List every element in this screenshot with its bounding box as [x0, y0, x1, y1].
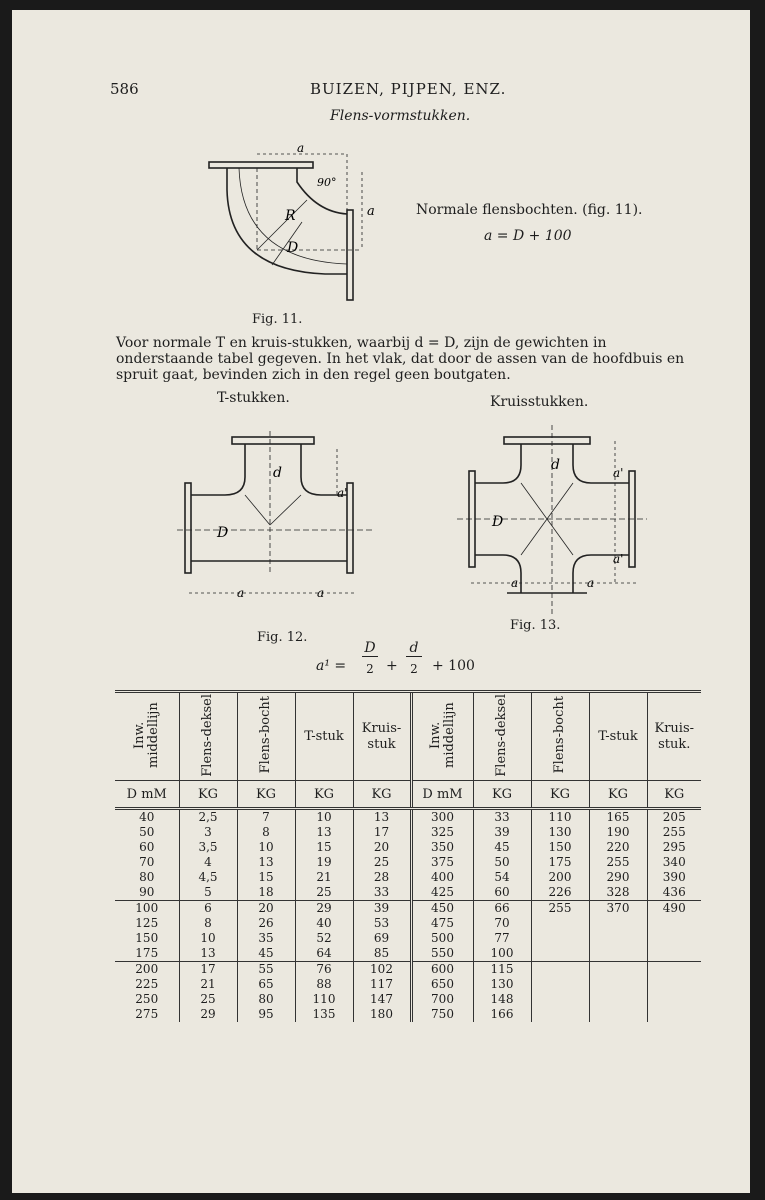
- fig11-label-a: a: [297, 141, 305, 155]
- unit-cell: KG: [179, 781, 237, 809]
- formula-numerator-d: d: [406, 640, 422, 657]
- fig12-caption: Fig. 12.: [257, 630, 308, 645]
- formula-numerator-D: D: [362, 640, 378, 657]
- table-value: 95: [258, 1007, 274, 1021]
- fig12-label-a-right: a: [317, 586, 325, 600]
- table-value: 4,5: [198, 870, 218, 884]
- col-header: Flens-bocht: [237, 692, 295, 781]
- table-value: 15: [316, 840, 332, 854]
- table-value: 166: [490, 1007, 514, 1021]
- table-cell: [473, 962, 531, 1023]
- table-value: 328: [606, 885, 630, 899]
- fig11-note-formula: a = D + 100: [484, 228, 572, 244]
- table-value: 325: [431, 825, 454, 839]
- table-value: 225: [135, 977, 159, 991]
- table-value: 150: [548, 840, 572, 854]
- table-value: 125: [135, 916, 159, 930]
- table-cell: [353, 962, 411, 1023]
- fig11-flange-bend-drawing: [197, 140, 387, 310]
- fig12-label-d: d: [273, 465, 282, 481]
- table-value: 436: [662, 885, 686, 899]
- fig12-title: T-stukken.: [217, 390, 290, 406]
- fig12-label-a1: a': [337, 486, 348, 500]
- table-value: 375: [431, 855, 454, 869]
- table-value: 490: [662, 901, 686, 915]
- table-value: 102: [370, 962, 393, 976]
- table-value: 110: [548, 810, 572, 824]
- col-header: Kruis-stuk.: [647, 692, 701, 781]
- table-value: 275: [135, 1007, 159, 1021]
- fig13-caption: Fig. 13.: [510, 618, 561, 633]
- table-value: 300: [431, 810, 454, 824]
- table-value: 10: [316, 810, 332, 824]
- table-value: 20: [373, 840, 390, 854]
- table-value: 21: [200, 977, 216, 991]
- formula-denominator-1: 2: [366, 662, 374, 676]
- col-header: Flens-bocht: [531, 692, 589, 781]
- table-value: 28: [373, 870, 390, 884]
- table-value: 255: [606, 855, 630, 869]
- table-value: 60: [139, 840, 155, 854]
- table-value: 130: [490, 977, 514, 991]
- table-cell: [179, 962, 237, 1023]
- table-value: 55: [258, 962, 274, 976]
- table-value: 25: [200, 992, 216, 1006]
- table-value: 220: [606, 840, 630, 854]
- table-value: 500: [431, 931, 454, 945]
- unit-cell: D mM: [115, 781, 179, 809]
- table-cell: [647, 901, 701, 962]
- table-cell: [295, 962, 353, 1023]
- table-value: 600: [431, 962, 454, 976]
- table-value: 65: [258, 977, 274, 991]
- table-cell: [353, 809, 411, 901]
- unit-cell: KG: [473, 781, 531, 809]
- table-value: 750: [431, 1007, 454, 1021]
- weights-table: [115, 690, 701, 1022]
- table-value: 175: [548, 855, 572, 869]
- table-cell: [353, 901, 411, 962]
- table-value: 110: [312, 992, 336, 1006]
- table-value: 77: [494, 931, 510, 945]
- table-value: 33: [494, 810, 510, 824]
- table-value: 60: [494, 885, 510, 899]
- table-value: 45: [258, 946, 274, 960]
- table-value: 117: [370, 977, 393, 991]
- table-value: 350: [431, 840, 454, 854]
- table-value: 76: [316, 962, 332, 976]
- table-cell: [473, 901, 531, 962]
- table-value: 150: [135, 931, 159, 945]
- table-cell: [115, 962, 179, 1023]
- table-cell: [647, 962, 701, 1023]
- table-value: 8: [204, 916, 212, 930]
- col-header: Inw. middellijn: [115, 692, 179, 781]
- table-value: 69: [373, 931, 390, 945]
- table-cell: [237, 962, 295, 1023]
- table-value: 15: [258, 870, 274, 884]
- table-cell: [115, 901, 179, 962]
- col-header: T-stuk: [589, 692, 647, 781]
- table-value: 400: [431, 870, 454, 884]
- table-value: 2,5: [198, 810, 218, 824]
- fig11-label-R: R: [285, 208, 296, 224]
- table-cell: [589, 962, 647, 1023]
- table-value: 148: [490, 992, 514, 1006]
- table-value: 340: [662, 855, 686, 869]
- table-value: 21: [316, 870, 332, 884]
- table-value: 255: [548, 901, 572, 915]
- table-value: 200: [135, 962, 159, 976]
- table-value: 45: [494, 840, 510, 854]
- fig13-title: Kruisstukken.: [490, 394, 589, 410]
- table-value: 255: [662, 825, 686, 839]
- table-cell: [115, 809, 179, 901]
- unit-cell: KG: [237, 781, 295, 809]
- table-cell: [295, 809, 353, 901]
- fig11-caption: Fig. 11.: [252, 312, 303, 327]
- book-page: [12, 10, 750, 1193]
- table-value: 33: [373, 885, 390, 899]
- fig13-label-a-right: a: [587, 576, 595, 590]
- col-header: Inw. middellijn: [411, 692, 473, 781]
- table-value: 17: [200, 962, 216, 976]
- table-value: 370: [606, 901, 630, 915]
- table-value: 13: [200, 946, 216, 960]
- table-value: 425: [431, 885, 454, 899]
- table-value: 3: [204, 825, 212, 839]
- table-value: 8: [262, 825, 270, 839]
- table-value: 475: [431, 916, 454, 930]
- fig13-label-a1-bottom: a': [613, 552, 624, 566]
- table-value: 80: [258, 992, 274, 1006]
- table-value: 147: [370, 992, 393, 1006]
- fig12-t-piece-drawing: [177, 425, 377, 605]
- table-value: 13: [373, 810, 390, 824]
- table-value: 450: [431, 901, 454, 915]
- unit-cell: KG: [589, 781, 647, 809]
- table-value: 25: [373, 855, 390, 869]
- table-value: 10: [258, 840, 274, 854]
- table-value: 25: [316, 885, 332, 899]
- table-value: 13: [316, 825, 332, 839]
- table-cell: [179, 809, 237, 901]
- table-cell: [531, 962, 589, 1023]
- table-value: 50: [494, 855, 510, 869]
- table-value: 88: [316, 977, 332, 991]
- table-cell: [589, 901, 647, 962]
- table-value: 135: [312, 1007, 336, 1021]
- page-title: BUIZEN, PIJPEN, ENZ.: [310, 80, 507, 98]
- table-section-3: [115, 962, 701, 1023]
- table-value: 19: [316, 855, 332, 869]
- fig12-label-D: D: [217, 525, 229, 541]
- table-value: 190: [606, 825, 630, 839]
- table-value: 17: [373, 825, 390, 839]
- fig13-label-a-left: a: [511, 576, 519, 590]
- formula-lhs: a¹ =: [316, 658, 347, 674]
- table-value: 29: [316, 901, 332, 915]
- unit-cell: D mM: [411, 781, 473, 809]
- table-value: 5: [204, 885, 212, 899]
- table-section-2: [115, 901, 701, 962]
- page-number: 586: [110, 80, 139, 98]
- table-value: 180: [370, 1007, 393, 1021]
- section-subtitle: Flens-vormstukken.: [330, 108, 471, 124]
- fig12-label-a-left: a: [237, 586, 245, 600]
- table-value: 90: [139, 885, 155, 899]
- table-value: 50: [139, 825, 155, 839]
- unit-cell: KG: [647, 781, 701, 809]
- table-cell: [179, 901, 237, 962]
- col-header: Flens-deksel: [179, 692, 237, 781]
- table-value: 70: [494, 916, 510, 930]
- table-value: 226: [548, 885, 572, 899]
- table-cell: [473, 809, 531, 901]
- table-value: 39: [373, 901, 390, 915]
- col-header: T-stuk: [295, 692, 353, 781]
- table-unit-row: [115, 781, 701, 809]
- table-cell: [589, 809, 647, 901]
- unit-cell: KG: [295, 781, 353, 809]
- table-value: 4: [204, 855, 212, 869]
- table-cell: [411, 962, 473, 1023]
- table-header-row: [115, 692, 701, 781]
- fig13-cross-piece-drawing: [447, 423, 647, 618]
- table-value: 700: [431, 992, 454, 1006]
- fig11-angle-label: 90°: [317, 176, 337, 189]
- unit-cell: KG: [353, 781, 411, 809]
- table-value: 39: [494, 825, 510, 839]
- table-cell: [295, 901, 353, 962]
- table-value: 115: [490, 962, 514, 976]
- table-value: 100: [135, 901, 159, 915]
- table-value: 175: [135, 946, 159, 960]
- table-cell: [411, 809, 473, 901]
- table-value: 29: [200, 1007, 216, 1021]
- table-cell: [531, 809, 589, 901]
- formula-plus: +: [386, 658, 398, 674]
- table-value: 70: [139, 855, 155, 869]
- table-value: 85: [373, 946, 390, 960]
- formula-denominator-2: 2: [410, 662, 418, 676]
- table-value: 35: [258, 931, 274, 945]
- fig13-label-d: d: [551, 457, 560, 473]
- table-value: 53: [373, 916, 390, 930]
- table-value: 18: [258, 885, 274, 899]
- table-value: 250: [135, 992, 159, 1006]
- table-value: 20: [258, 901, 274, 915]
- table-value: 3,5: [198, 840, 218, 854]
- table-value: 550: [431, 946, 454, 960]
- fig11-note-title: Normale flensbochten. (fig. 11).: [416, 202, 643, 218]
- table-cell: [237, 901, 295, 962]
- table-cell: [411, 901, 473, 962]
- table-value: 64: [316, 946, 332, 960]
- table-value: 205: [662, 810, 686, 824]
- fig13-label-D: D: [492, 514, 504, 530]
- table-value: 200: [548, 870, 572, 884]
- body-paragraph: Voor normale T en kruis-stukken, waarbij d = D, zijn de gewichten in onderstaande tabel gegeven. In het vlak, dat door de assen van de hoofdbuis en spruit gaat, bevinden zich in den regel geen boutgaten.: [116, 335, 685, 383]
- table-section-1: [115, 809, 701, 901]
- table-value: 40: [316, 916, 332, 930]
- col-header: Flens-deksel: [473, 692, 531, 781]
- table-value: 390: [662, 870, 686, 884]
- fig13-label-a1-top: a': [613, 466, 624, 480]
- table-value: 6: [204, 901, 212, 915]
- table-value: 295: [662, 840, 686, 854]
- unit-cell: KG: [531, 781, 589, 809]
- table-cell: [237, 809, 295, 901]
- table-value: 80: [139, 870, 155, 884]
- table-value: 130: [548, 825, 572, 839]
- fig11-label-D: D: [287, 240, 299, 256]
- col-header: Kruis-stuk: [353, 692, 411, 781]
- table-value: 40: [139, 810, 155, 824]
- table-cell: [647, 809, 701, 901]
- table-cell: [531, 901, 589, 962]
- table-value: 13: [258, 855, 274, 869]
- table-value: 52: [316, 931, 332, 945]
- table-value: 66: [494, 901, 510, 915]
- table-value: 26: [258, 916, 274, 930]
- table-value: 54: [494, 870, 510, 884]
- table-value: 10: [200, 931, 216, 945]
- table-value: 650: [431, 977, 454, 991]
- table-value: 165: [606, 810, 630, 824]
- fig11-label-a-vertical: a: [367, 204, 375, 219]
- table-value: 290: [606, 870, 630, 884]
- table-value: 100: [490, 946, 514, 960]
- formula-tail: + 100: [432, 658, 475, 674]
- table-value: 7: [262, 810, 270, 824]
